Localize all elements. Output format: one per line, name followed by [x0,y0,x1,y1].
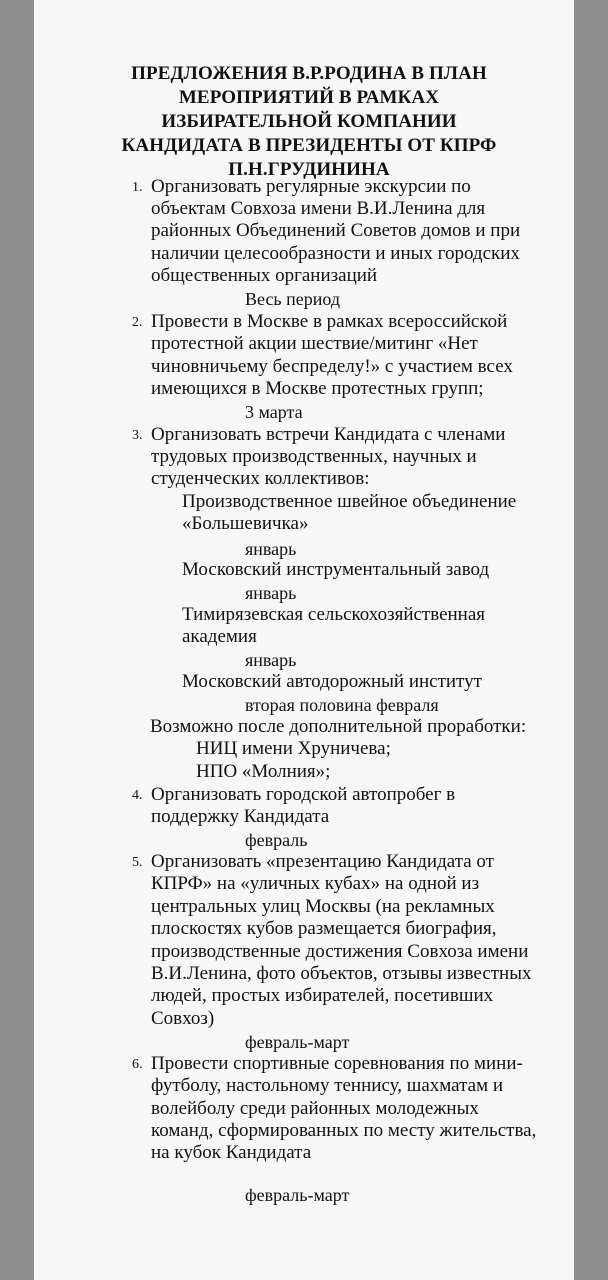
item-text-line: Совхоз) [151,1008,215,1029]
item-text-line: поддержку Кандидата [151,806,330,827]
item-text-line: студенческих коллективов: [151,468,370,489]
item-text-line: плоскостях кубов размещается биография, [151,918,497,939]
item-text-line: общественных организаций [151,265,378,286]
item-text-line: Организовать регулярные экскурсии по [151,176,471,197]
item-text-line: КПРФ» на «уличных кубах» на одной из [151,873,480,894]
item-text-line: на кубок Кандидата [151,1142,312,1163]
item-text-line: имеющихся в Москве протестных групп; [151,378,484,399]
item-text-line: трудовых производственных, научных и [151,446,477,467]
item-text-line: чиновничьему беспределу!» с участием всех [151,356,513,377]
additional-heading: Возможно после дополнительной проработки: [150,716,527,737]
item-text-line: Организовать «презентацию Кандидата от [151,851,494,872]
item-date: февраль-март [245,1185,350,1205]
item-text-line: команд, сформированных по месту жительства, [151,1120,537,1141]
item-date: январь [245,583,297,603]
item-text-line: наличии целесообразности и иных городских [151,243,520,264]
item-text-line: центральных улиц Москвы (на рекламных [151,896,495,917]
item-text-line: районных Объединений Советов домов и при [151,220,521,241]
title-line: МЕРОПРИЯТИЙ В РАМКАХ [178,87,440,108]
item-text-line: Организовать городской автопробег в [151,784,456,805]
item-date: февраль [245,830,308,850]
item-date: февраль-март [245,1032,350,1052]
item-date: январь [245,650,297,670]
item-text-line: Провести спортивные соревнования по мини- [151,1053,523,1074]
item-number: 5. [132,855,143,870]
document-title [94,62,524,182]
organization-name: Производственное швейное объединение [182,491,517,512]
organization-name: НПО «Молния»; [196,761,331,782]
organization-name: НИЦ имени Хруничева; [196,738,391,759]
item-text-line: Организовать встречи Кандидата с членами [151,424,506,445]
item-date: вторая половина февраля [245,695,439,715]
item-date: 3 марта [245,402,303,422]
organization-name: Московский инструментальный завод [182,559,490,580]
document-page [34,0,574,1280]
item-date: Весь период [245,289,341,309]
item-text-line: Провести в Москве в рамках всероссийской [151,311,508,332]
item-text-line: протестной акции шествие/митинг «Нет [151,333,478,354]
title-line: КАНДИДАТА В ПРЕЗИДЕНТЫ ОТ КПРФ [121,135,497,156]
item-text-line: В.И.Ленина, фото объектов, отзывы известных [151,963,532,984]
organization-name: Тимирязевская сельскохозяйственная [182,604,486,625]
title-line: ПРЕДЛОЖЕНИЯ В.Р.РОДИНА В ПЛАН [131,63,487,84]
item-number: 2. [132,315,143,330]
item-number: 4. [132,788,143,803]
organization-name: Московский автодорожный институт [182,671,482,692]
item-number: 1. [132,180,143,195]
item-text-line: футболу, настольному теннису, шахматам и [151,1075,504,1096]
item-text-line: волейболу среди районных молодежных [151,1098,479,1119]
item-text-line: людей, простых избирателей, посетивших [151,985,494,1006]
organization-name: академия [182,626,257,647]
item-text-line: производственные достижения Совхоза имени [151,941,529,962]
title-line: ИЗБИРАТЕЛЬНОЙ КОМПАНИИ [161,111,457,132]
item-number: 6. [132,1057,143,1072]
item-number: 3. [132,428,143,443]
title-line: П.Н.ГРУДИНИНА [228,159,390,180]
item-text-line: объектам Совхоза имени В.И.Ленина для [151,198,486,219]
item-date: январь [245,539,297,559]
organization-name: «Большевичка» [182,513,309,534]
